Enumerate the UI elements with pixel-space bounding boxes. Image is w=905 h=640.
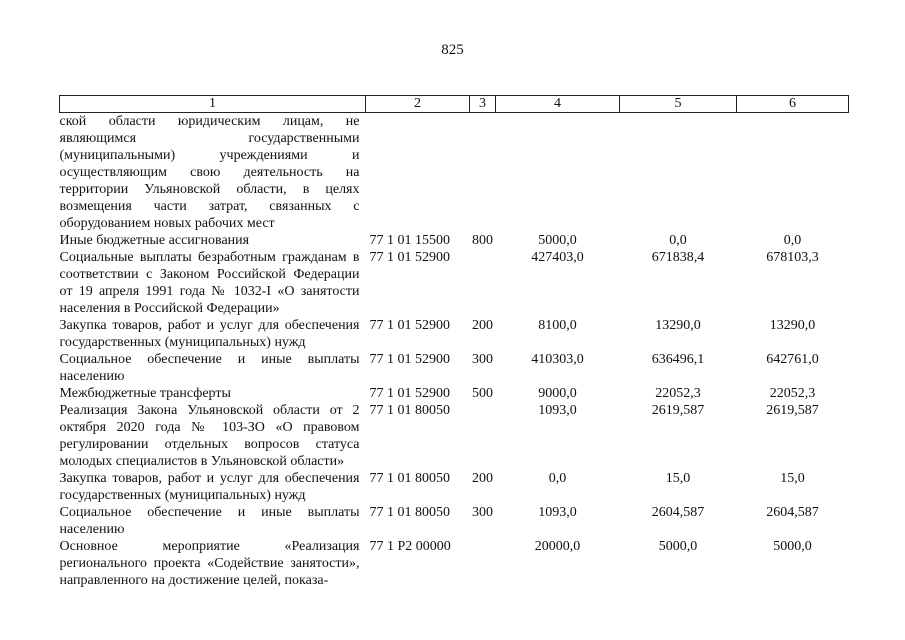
row-name: Социальное обеспечение и иные выплаты населению [59, 352, 360, 384]
row-value-2022: 15,0 [665, 471, 691, 486]
header-col-1: 1 [60, 96, 366, 113]
row-value-2022: 22052,3 [655, 386, 701, 401]
row-name: Реализация Закона Ульяновской области от 2 октября 2020 года № 103-ЗО «О правовом регулировании отдельных вопросов статуса молодых специалистов в Ульяновской области» [59, 403, 360, 469]
page-number: 825 [441, 42, 464, 58]
row-value-2022: 0,0 [669, 233, 687, 248]
row-code: 77 1 01 80050 [369, 471, 450, 486]
row-type: 300 [472, 505, 493, 520]
row-value-2023: 15,0 [780, 471, 805, 486]
row-code: 77 1 01 80050 [369, 505, 450, 520]
row-type [470, 538, 496, 589]
row-code: 77 1 01 52900 [369, 318, 450, 333]
table-row [60, 385, 849, 402]
row-type [470, 402, 496, 470]
row-value-2022: 13290,0 [655, 318, 701, 333]
row-value-2021: 9000,0 [538, 386, 577, 401]
row-value-2021: 427403,0 [531, 250, 584, 265]
header-col-2: 2 [366, 96, 470, 113]
row-value-2023: 5000,0 [773, 539, 812, 554]
row-value-2021: 410303,0 [531, 352, 584, 367]
row-value-2023: 678103,3 [766, 250, 819, 265]
row-type [470, 249, 496, 317]
row-type: 800 [472, 233, 493, 248]
row-name: Иные бюджетные ассигнования [59, 233, 250, 248]
header-col-4: 4 [496, 96, 620, 113]
row-name: Закупка товаров, работ и услуг для обеспечения государственных (муниципальных) нужд [59, 318, 360, 350]
row-code: 77 1 Р2 00000 [369, 539, 451, 554]
row-value-2022: 636496,1 [651, 352, 705, 367]
row-value-2021: 1093,0 [538, 403, 577, 418]
row-code [366, 113, 470, 233]
row-name: Социальные выплаты безработным гражданам в соответствии с Законом Российской Федерации от 19 апреля 1991 года № 1032-I «О занятости населения в Российской Федерации» [59, 250, 360, 316]
table-row [60, 113, 849, 233]
row-value-2021 [496, 113, 620, 233]
row-value-2023: 0,0 [783, 233, 802, 248]
row-value-2023: 2619,587 [766, 403, 819, 418]
row-value-2021: 5000,0 [538, 233, 577, 248]
row-value-2023: 642761,0 [766, 352, 819, 367]
row-value-2021: 8100,0 [538, 318, 577, 333]
row-value-2021: 1093,0 [538, 505, 577, 520]
row-name: Социальное обеспечение и иные выплаты населению [59, 505, 360, 537]
budget-table [59, 95, 849, 589]
row-value-2023 [737, 113, 849, 233]
row-code: 77 1 01 80050 [369, 403, 450, 418]
row-type: 200 [472, 318, 493, 333]
row-type: 500 [472, 386, 493, 401]
table-row [60, 232, 849, 249]
row-code: 77 1 01 52900 [369, 250, 450, 265]
table-row [60, 351, 849, 385]
row-name: Закупка товаров, работ и услуг для обеспечения государственных (муниципальных) нужд [59, 471, 360, 503]
table-row [60, 504, 849, 538]
header-col-5: 5 [620, 96, 737, 113]
row-value-2022: 671838,4 [651, 250, 705, 265]
row-code: 77 1 01 15500 [369, 233, 450, 248]
row-value-2021: 20000,0 [534, 539, 581, 554]
row-value-2021: 0,0 [548, 471, 567, 486]
table-header-row [60, 96, 849, 113]
table-row [60, 470, 849, 504]
row-name: Межбюджетные трансферты [59, 386, 231, 401]
row-name: ской области юридическим лицам, не являющимся государственными (муниципальными) учреждениями и осуществляющим свою деятельность на территории Ульяновской области, в целях возмещения части затрат, связанных с оборудованием новых рабочих мест [59, 114, 360, 231]
header-col-6: 6 [737, 96, 849, 113]
row-value-2023: 2604,587 [766, 505, 819, 520]
row-value-2022: 5000,0 [658, 539, 698, 554]
row-type: 300 [472, 352, 493, 367]
row-value-2023: 22052,3 [769, 386, 816, 401]
table-row [60, 402, 849, 470]
row-name: Основное мероприятие «Реализация регионального проекта «Содействие занятости», направленного на достижение целей, показа- [59, 539, 360, 588]
row-type: 200 [472, 471, 493, 486]
row-value-2022: 2604,587 [651, 505, 705, 520]
row-type [470, 113, 496, 233]
table-row [60, 317, 849, 351]
row-value-2023: 13290,0 [769, 318, 816, 333]
row-code: 77 1 01 52900 [369, 386, 450, 401]
row-value-2022 [620, 113, 737, 233]
table-row [60, 538, 849, 589]
table-row [60, 249, 849, 317]
row-code: 77 1 01 52900 [369, 352, 450, 367]
row-value-2022: 2619,587 [651, 403, 705, 418]
header-col-3: 3 [470, 96, 496, 113]
